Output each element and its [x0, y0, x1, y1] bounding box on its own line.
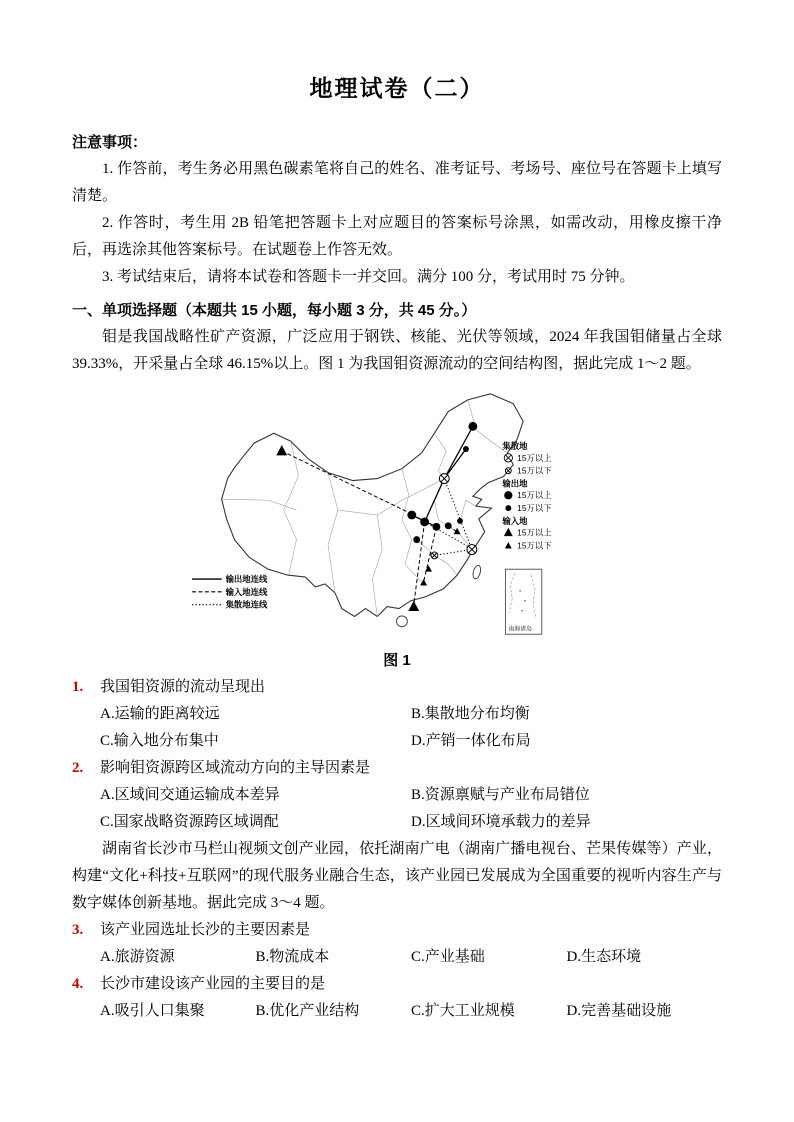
input-connection-lines [282, 451, 457, 605]
question-stem: 该产业园选址长沙的主要因素是 [100, 922, 311, 938]
marker-legend [501, 441, 552, 551]
option-d: D.生态环境 [566, 949, 642, 965]
option-a: A.旅游资源 [100, 949, 175, 965]
inset-label: 南海诸岛 [508, 626, 532, 633]
output-legend-title: 输出地 [502, 478, 528, 489]
south-china-sea-inset [505, 569, 541, 634]
notes-heading: 注意事项： [72, 134, 148, 151]
option-a: A.运输的距离较远 [100, 706, 220, 722]
option-b: B.优化产业结构 [255, 1003, 360, 1019]
input-legend-large: 15万以上 [517, 527, 552, 538]
note-item-1: 1. 作答前，考生务必用黑色碳素笔将自己的姓名、准考证号、考场号、座位号在答题卡上填写清楚。 [72, 161, 722, 204]
question-number: 3. [72, 922, 84, 938]
option-d: D.区域间环境承载力的差异 [411, 814, 591, 830]
line-legend [192, 574, 268, 610]
option-d: D.完善基础设施 [566, 1003, 672, 1019]
option-b: B.集散地分布均衡 [411, 706, 530, 722]
input-legend-title: 输入地 [502, 515, 528, 526]
question-options [72, 998, 722, 1025]
taiwan-island [472, 565, 482, 580]
figure-caption: 图 1 [383, 652, 411, 669]
question-stem: 我国钼资源的流动呈现出 [100, 679, 266, 695]
hainan-island [397, 616, 408, 627]
hub-connection-lines [425, 479, 472, 556]
figure-map [72, 382, 722, 674]
option-c: C.扩大工业规模 [411, 1003, 515, 1019]
hub-legend-large: 15万以上 [517, 452, 552, 463]
question-options [72, 782, 722, 836]
option-b: B.资源禀赋与产业布局错位 [411, 787, 590, 803]
question-2 [72, 755, 722, 836]
note-item-2: 2. 作答时，考生用 2B 铅笔把答题卡上对应题目的答案标号涂黑，如需改动，用橡皮擦干净后，再选涂其他答案标号。在试题卷上作答无效。 [72, 215, 722, 258]
input-line-label: 输入地连线 [225, 586, 268, 597]
note-item-3: 3. 考试结束后，请将本试卷和答题卡一并交回。满分 100 分，考试用时 75 分钟。 [102, 269, 635, 285]
hub-legend-title: 集散地 [502, 440, 528, 451]
output-legend-large: 15万以上 [517, 490, 552, 501]
hub-line-label: 集散地连线 [225, 599, 268, 610]
option-c: C.产业基础 [411, 949, 485, 965]
question-number: 2. [72, 760, 84, 776]
china-map [172, 382, 622, 648]
input-legend-small: 15万以下 [517, 540, 552, 551]
passage-2: 湖南省长沙市马栏山视频文创产业园，依托湖南广电（湖南广播电视台、芒果传媒等）产业，构建“文化+科技+互联网”的现代服务业融合生态，该产业园已发展成为全国重要的视听内容生产与数字媒体创新基地。据此完成 3～4 题。 [72, 841, 722, 911]
question-number: 4. [72, 976, 84, 992]
option-a: A.区域间交通运输成本差异 [100, 787, 280, 803]
question-stem: 影响钼资源跨区域流动方向的主导因素是 [100, 760, 371, 776]
question-options [72, 701, 722, 755]
question-1 [72, 674, 722, 755]
question-options [72, 944, 722, 971]
output-line-label: 输出地连线 [225, 573, 268, 584]
option-a: A.吸引人口集聚 [100, 1003, 205, 1019]
section-intro: 钼是我国战略性矿产资源，广泛应用于钢铁、核能、光伏等领域，2024 年我国钼储量占全球 39.33%，开采量占全球 46.15%以上。图 1 为我国钼资源流动的空间结构图，据此完成 1～2 题。 [72, 329, 722, 372]
option-d: D.产销一体化布局 [411, 733, 531, 749]
question-stem: 长沙市建设该产业园的主要目的是 [100, 976, 326, 992]
section-heading: 一、单项选择题（本题共 15 小题，每小题 3 分，共 45 分。） [72, 302, 477, 319]
output-legend-small: 15万以下 [517, 503, 552, 514]
option-b: B.物流成本 [255, 949, 330, 965]
page-title: 地理试卷（二） [309, 75, 485, 101]
question-3 [72, 917, 722, 971]
option-c: C.输入地分布集中 [100, 733, 219, 749]
question-number: 1. [72, 679, 84, 695]
option-c: C.国家战略资源跨区域调配 [100, 814, 279, 830]
hub-legend-small: 15万以下 [517, 465, 552, 476]
question-4 [72, 971, 722, 1025]
